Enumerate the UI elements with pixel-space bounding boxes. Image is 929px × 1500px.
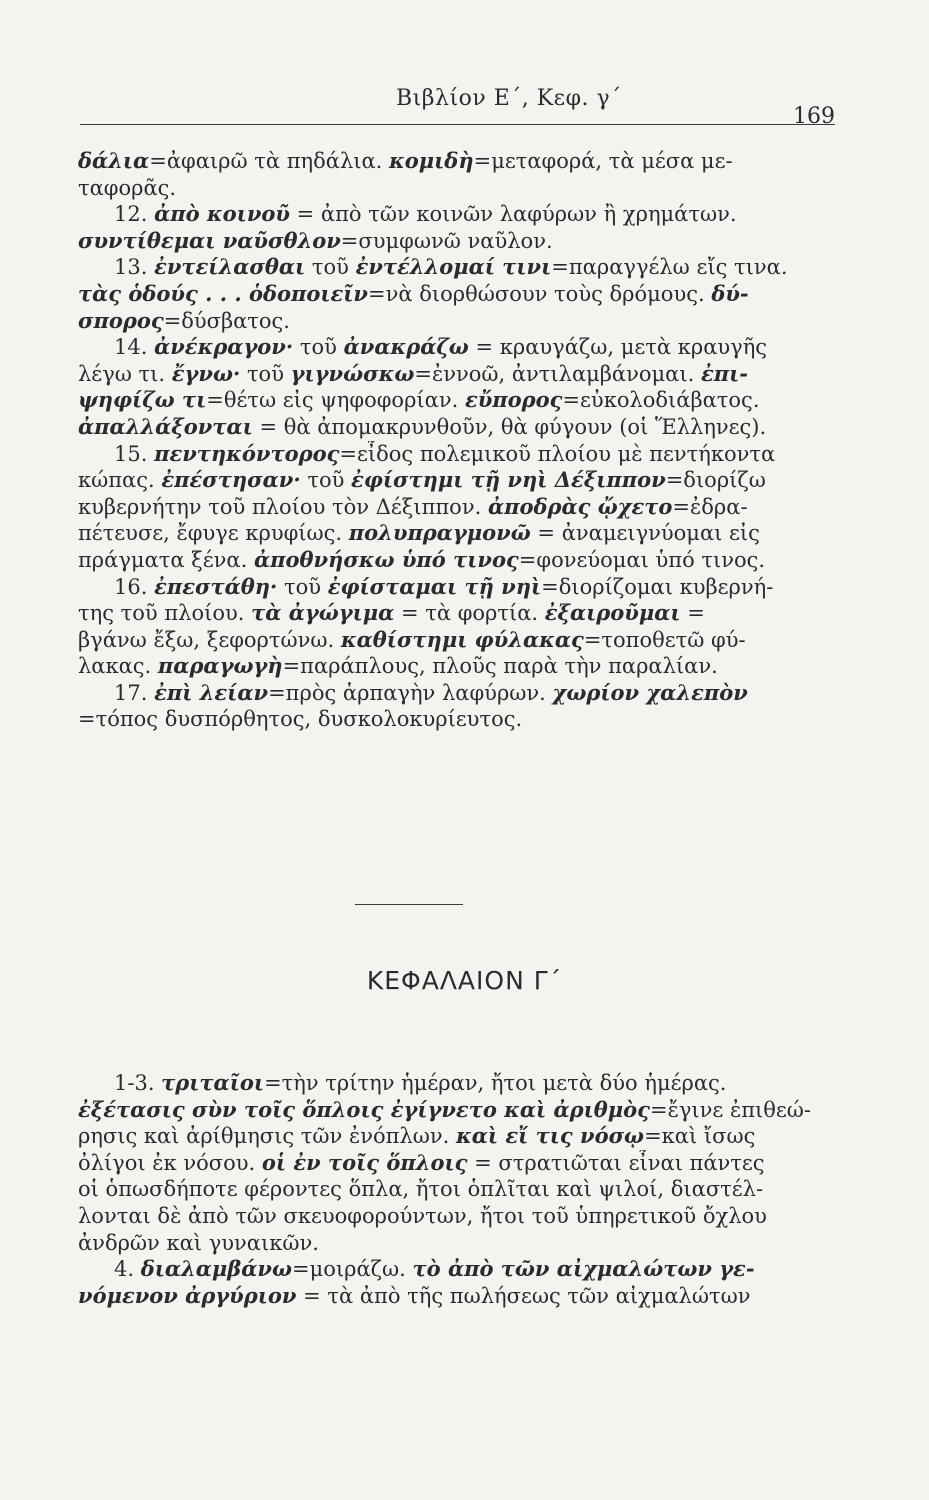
text-line: 4. διαλαμβάνω=μοιράζω. τὸ ἀπὸ τῶν αἰχμαλώτων γε- xyxy=(114,1256,755,1282)
text-line: ἐξέτασις σὺν τοῖς ὅπλοις ἐγίγνετο καὶ ἀριθμὸς=ἔγινε ἐπιθεώ- xyxy=(78,1096,812,1122)
text-line: βγάνω ἔξω, ξεφορτώνω. καθίστημι φύλακας=τοποθετῶ φύ- xyxy=(78,626,746,652)
text-line: λέγω τι. ἔγνω· τοῦ γιγνώσκω=ἐννοῶ, ἀντιλαμβάνομαι. ἐπι- xyxy=(78,360,748,386)
text-line: λονται δὲ ἀπὸ τῶν σκευοφορούντων, ἤτοι τοῦ ὑπηρετικοῦ ὄχλου xyxy=(78,1203,767,1228)
text-line: 1-3. τριταῖοι=τὴν τρίτην ἡμέραν, ἤτοι μετὰ δύο ἡμέρας. xyxy=(114,1070,727,1095)
text-line: 17. ἐπὶ λείαν=πρὸς ἁρπαγὴν λαφύρων. χωρίον χαλεπὸν xyxy=(114,679,748,705)
running-title: Βιβλίον Ε΄, Κεφ. γ΄ xyxy=(396,86,622,111)
text-line: ρησις καὶ ἀρίθμησις τῶν ἐνόπλων. καὶ εἴ τις νόσῳ=καὶ ἴσως xyxy=(78,1123,756,1149)
page-number: 169 xyxy=(793,104,835,129)
text-line: σπορος=δύσβατος. xyxy=(78,307,290,333)
commentary-text-chapter-3 xyxy=(78,1070,822,1309)
text-line: ταφορᾶς. xyxy=(78,175,177,200)
text-line: 16. ἐπεστάθη· τοῦ ἐφίσταμαι τῇ νηὶ=διορίζομαι κυβερνή- xyxy=(114,573,774,599)
text-line: 13. ἐντείλασθαι τοῦ ἐντέλλομαί τινι=παραγγέλω εἴς τινα. xyxy=(114,254,788,280)
header-rule xyxy=(80,124,835,125)
text-line: οἱ ὁπωσδήποτε φέροντες ὅπλα, ἤτοι ὁπλῖται καὶ ψιλοί, διαστέλ- xyxy=(78,1177,764,1202)
text-line: της τοῦ πλοίου. τὰ ἀγώγιμα = τὰ φορτία. ἐξαιροῦμαι = xyxy=(78,600,705,626)
text-line: ἀπαλλάξονται = θὰ ἀπομακρυνθοῦν, θὰ φύγουν (οἱ Ἕλληνες). xyxy=(78,413,767,439)
text-line: νόμενον ἀργύριον = τὰ ἀπὸ τῆς πωλήσεως τῶν αἰχμαλώτων xyxy=(78,1282,751,1308)
running-head xyxy=(80,86,835,129)
text-line: πέτευσε, ἔφυγε κρυφίως. πολυπραγμονῶ = ἀναμειγνύομαι εἰς xyxy=(78,520,760,546)
text-line: =τόπος δυσπόρθητος, δυσκολοκυρίευτος. xyxy=(78,707,523,732)
text-line: ἀνδρῶν καὶ γυναικῶν. xyxy=(78,1230,319,1255)
text-line: ψηφίζω τι=θέτω εἰς ψηφοφορίαν. εὔπορος=εὐκολοδιάβατος. xyxy=(78,387,760,413)
text-line: ὀλίγοι ἐκ νόσου. οἱ ἐν τοῖς ὅπλοις = στρατιῶται εἶναι πάντες xyxy=(78,1149,765,1175)
section-divider xyxy=(355,904,463,905)
text-line: κυβερνήτην τοῦ πλοίου τὸν Δέξιππον. ἀποδρὰς ᾤχετο=ἐδρα- xyxy=(78,493,748,519)
text-line: κώπας. ἐπέστησαν· τοῦ ἐφίστημι τῇ νηὶ Δέξιππον=διορίζω xyxy=(78,467,766,493)
text-line: 14. ἀνέκραγον· τοῦ ἀνακράζω = κραυγάζω, μετὰ κραυγῆς xyxy=(114,334,768,360)
chapter-title: ΚΕΦΑΛΑΙΟΝ Γ΄ xyxy=(366,966,563,995)
text-line: δάλια=ἀφαιρῶ τὰ πηδάλια. κομιδὴ=μεταφορά, τὰ μέσα με- xyxy=(78,148,733,173)
text-line: τὰς ὁδούς . . . ὁδοποιεῖν=νὰ διορθώσουν τοὺς δρόμους. δύ- xyxy=(78,280,749,306)
text-line: συντίθεμαι ναῦσθλον=συμφωνῶ ναῦλον. xyxy=(78,227,553,253)
commentary-text-section-e-2 xyxy=(78,148,822,733)
text-line: πράγματα ξένα. ἀποθνήσκω ὑπό τινος=φονεύομαι ὑπό τινος. xyxy=(78,546,766,572)
text-line: 15. πεντηκόντορος=εἶδος πολεμικοῦ πλοίου μὲ πεντήκοντα xyxy=(114,440,776,466)
text-line: λακας. παραγωγὴ=παράπλους, πλοῦς παρὰ τὴν παραλίαν. xyxy=(78,653,718,679)
text-line: 12. ἀπὸ κοινοῦ = ἀπὸ τῶν κοινῶν λαφύρων ἢ χρημάτων. xyxy=(114,201,737,227)
